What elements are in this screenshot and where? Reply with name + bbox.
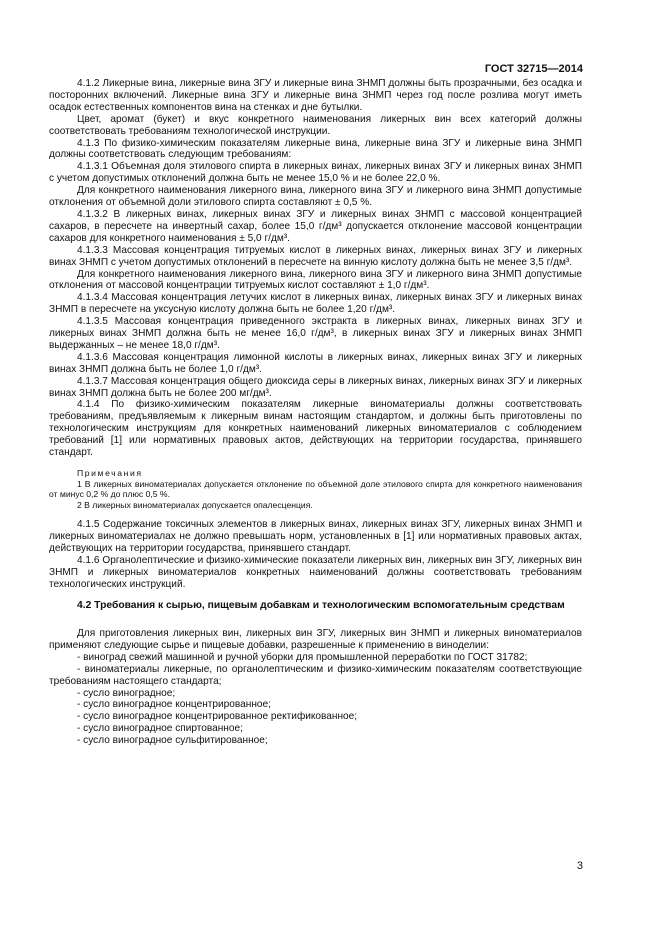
list-item: - сусло виноградное спиртованное; xyxy=(77,723,243,735)
paragraph-acid-tolerance: Для конкретного наименования ликерного вина, ликерного вина ЗГУ и ликерного вина ЗНМП допустимые отклонения от массовой концентрации титруемых кислот составляют ± 1,0 г/дм³. xyxy=(49,268,582,292)
paragraph-4-1-3-7: 4.1.3.7 Массовая концентрация общего диоксида серы в ликерных винах, ликерных винах ЗГУ и ликерных винах ЗНМП должна быть не более 200 мг/дм³. xyxy=(49,375,582,399)
paragraph-4-1-3-3: 4.1.3.3 Массовая концентрация титруемых кислот в ликерных винах, ликерных винах ЗГУ и ликерных винах ЗНМП с учетом допустимых отклонений в пересчете на винную кислоту должна быть не менее 3,5 г/дм³. xyxy=(49,244,582,268)
paragraph-4-1-4: 4.1.4 По физико-химическим показателям ликерные виноматериалы должны соответствовать требованиям, предъявляемым к ликерным винам настоящим стандартом, и должны быть приготовлены по технологическим инструкциям для конкретных наименований ликерных виноматериалов с соблюдением требований [1] или нормативных правовых актов, действующих на территории государства, принявшего стандарт. xyxy=(49,399,582,459)
page-content xyxy=(49,78,582,747)
paragraph-alcohol-tolerance: Для конкретного наименования ликерного вина, ликерного вина ЗГУ и ликерного вина ЗНМП допустимые отклонения от объемной доли этилового спирта составляют ± 0,5 %. xyxy=(49,185,582,209)
paragraph-4-1-6: 4.1.6 Органолептические и физико-химические показатели ликерных вин, ликерных вин ЗГУ, ликерных вин ЗНМП и ликерных виноматериалов конкретных наименований должны соответствовать требованиям технологических инструкций. xyxy=(49,555,582,590)
paragraph-4-1-3: 4.1.3 По физико-химическим показателям ликерные вина, ликерные вина ЗГУ и ликерные вина ЗНМП должны соответствовать следующим требованиям: xyxy=(49,137,582,161)
standard-header: ГОСТ 32715—2014 xyxy=(484,63,583,75)
page-number: 3 xyxy=(576,860,583,872)
paragraph-4-1-3-4: 4.1.3.4 Массовая концентрация летучих кислот в ликерных винах, ликерных винах ЗГУ и ликерных винах ЗНМП в пересчете на уксусную кислоту должна быть не более 1,20 г/дм³. xyxy=(49,292,582,316)
list-item: - виноматериалы ликерные, по органолептическим и физико-химическим показателям соответствующие требованиям настоящего стандарта; xyxy=(49,663,582,687)
paragraph-color-aroma: Цвет, аромат (букет) и вкус конкретного наименования ликерных вин всех категорий должны соответствовать требованиям технологической инструкции. xyxy=(49,113,582,137)
list-item: - сусло виноградное концентрированное ректификованное; xyxy=(77,711,358,723)
list-item: - виноград свежий машинной и ручной уборки для промышленной переработки по ГОСТ 31782; xyxy=(77,651,528,663)
note-heading: Примечания xyxy=(77,468,143,478)
paragraph-4-1-3-1: 4.1.3.1 Объемная доля этилового спирта в ликерных винах, ликерных винах ЗГУ и ликерных винах ЗНМП с учетом допустимых отклонений должна быть не менее 15,0 % и не более 22,0 %. xyxy=(49,161,582,185)
paragraph-4-1-3-6: 4.1.3.6 Массовая концентрация лимонной кислоты в ликерных винах, ликерных винах ЗГУ и ликерных винах ЗНМП должна быть не более 1,0 г/дм³. xyxy=(49,351,582,375)
list-item: - сусло виноградное сульфитированное; xyxy=(77,735,268,747)
paragraph-raw-materials-intro: Для приготовления ликерных вин, ликерных вин ЗГУ, ликерных вин ЗНМП и ликерных виноматериалов применяют следующие сырье и пищевые добавки, разрешенные к применению в виноделии: xyxy=(49,628,582,651)
paragraph-4-1-3-2: 4.1.3.2 В ликерных винах, ликерных винах ЗГУ и ликерных винах ЗНМП с массовой концентрацией сахаров, в пересчете на инвертный сахар, более 15,0 г/дм³ допускается отклонение массовой концентрации сахаров для конкретного наименования ± 5,0 г/дм³. xyxy=(49,208,582,244)
list-item: - сусло виноградное; xyxy=(77,687,176,699)
note-item-2: 2 В ликерных виноматериалах допускается опалесценция. xyxy=(77,499,313,510)
paragraph-4-1-3-5: 4.1.3.5 Массовая концентрация приведенного экстракта в ликерных винах, ликерных винах ЗГУ и ликерных винах ЗНМП должна быть не менее 16,0 г/дм³, в ликерных винах ЗГУ и ликерных винах ЗНМП выдержанных – не менее 18,0 г/дм³. xyxy=(49,316,582,351)
section-title-4-2: 4.2 Требования к сырью, пищевым добавкам и технологическим вспомогательным средствам xyxy=(77,599,565,611)
note-item-1: 1 В ликерных виноматериалах допускается отклонение по объемной доле этилового спирта для конкретного наименования от минус 0,2 % до плюс 0,5 %. xyxy=(49,478,582,500)
list-item: - сусло виноградное концентрированное; xyxy=(77,699,271,711)
paragraph-4-1-2: 4.1.2 Ликерные вина, ликерные вина ЗГУ и ликерные вина ЗНМП должны быть прозрачными, без осадка и посторонних включений. Ликерные вина ЗГУ и ликерные вина ЗНМП через год после розлива могут иметь осадок естественных компонентов вина на стенках и дне бутылки. xyxy=(49,78,582,113)
paragraph-4-1-5: 4.1.5 Содержание токсичных элементов в ликерных винах, ликерных винах ЗГУ, ликерных винах ЗНМП и ликерных виноматериалах не должно превышать норм, установленных в [1] или нормативных правовых актах, действующих на территории государства, принявшего стандарт. xyxy=(49,519,582,555)
